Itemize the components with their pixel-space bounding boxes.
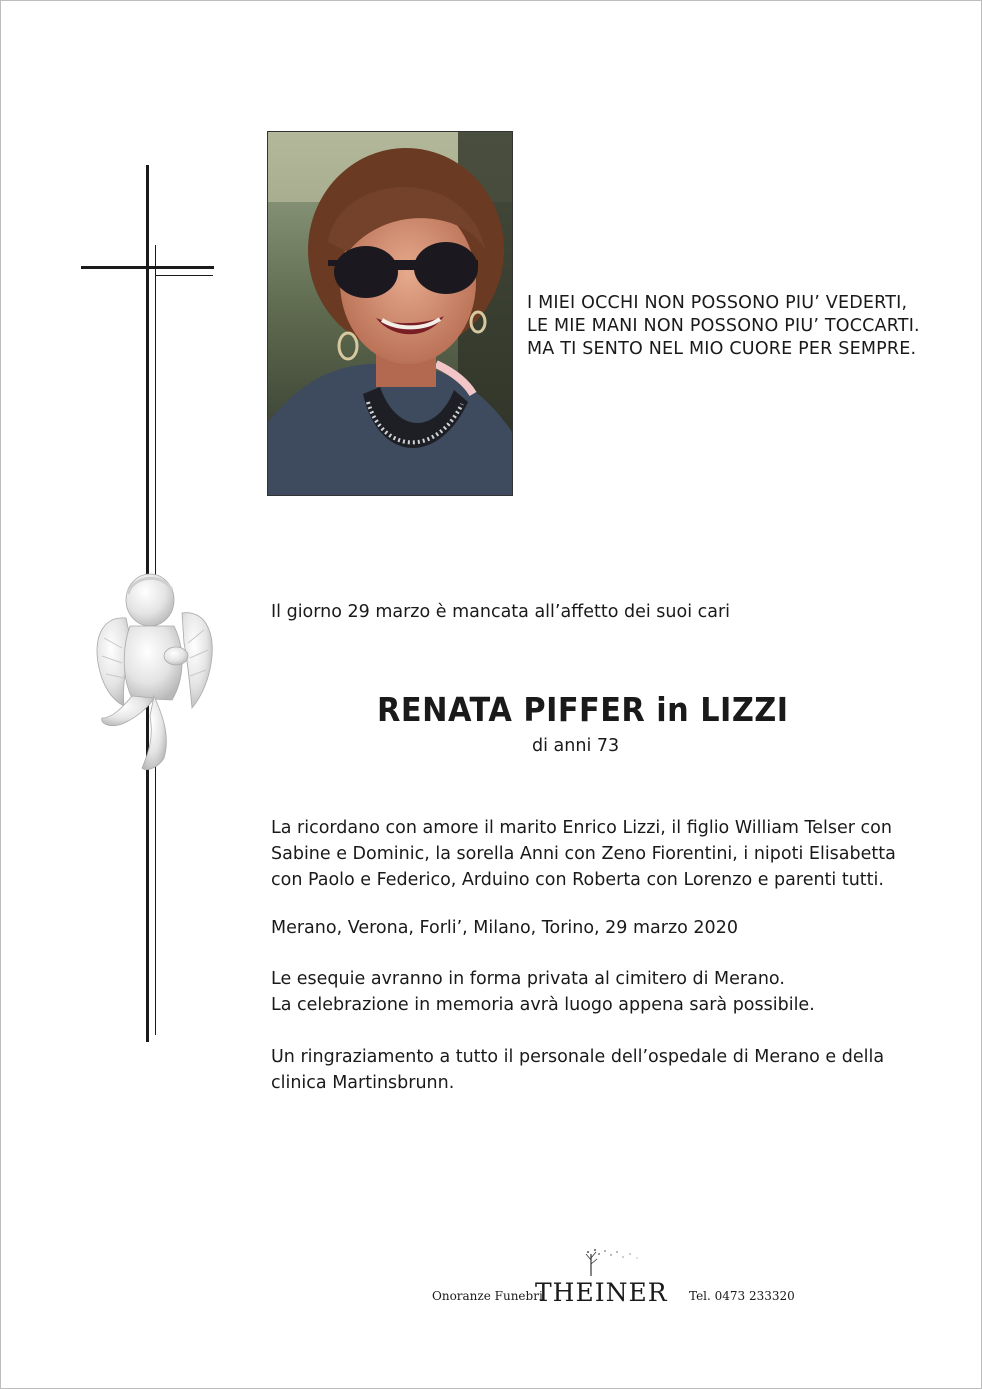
quote-line: I MIEI OCCHI NON POSSONO PIU’ VEDERTI, — [527, 293, 908, 313]
announcement-intro: Il giorno 29 marzo è mancata all’affetto dei suoi cari — [271, 602, 731, 622]
footer-phone: Tel. 0473 233320 — [689, 1289, 795, 1303]
family-paragraph — [271, 815, 896, 893]
funeral-paragraph — [271, 966, 815, 1018]
text-line: La celebrazione in memoria avrà luogo appena sarà possibile. — [271, 995, 815, 1015]
cross-horizontal-bar — [81, 266, 214, 269]
text-line: con Paolo e Federico, Arduino con Roberta con Lorenzo e parenti tutti. — [271, 870, 884, 890]
place-date-paragraph — [271, 915, 738, 941]
footer-label: Onoranze Funebri — [432, 1289, 543, 1303]
quote-line: LE MIE MANI NON POSSONO PIU’ TOCCARTI. — [527, 316, 920, 336]
angel-figurine-icon — [92, 568, 217, 780]
memorial-quote — [527, 292, 947, 361]
text-line: La ricordano con amore il marito Enrico Lizzi, il figlio William Telser con — [271, 818, 892, 838]
cross-horizontal-line — [155, 275, 213, 276]
footer-brand: THEINER — [535, 1278, 668, 1307]
text-line: Le esequie avranno in forma privata al cimitero di Merano. — [271, 969, 785, 989]
text-line: Sabine e Dominic, la sorella Anni con Zeno Fiorentini, i nipoti Elisabetta — [271, 844, 896, 864]
text-line: Merano, Verona, Forli’, Milano, Torino, 29 marzo 2020 — [271, 918, 738, 938]
deceased-age: di anni 73 — [532, 736, 620, 756]
thanks-paragraph — [271, 1044, 884, 1096]
funeral-home-footer — [432, 1272, 812, 1312]
quote-line: MA TI SENTO NEL MIO CUORE PER SEMPRE. — [527, 339, 917, 359]
text-line: Un ringraziamento a tutto il personale dell’ospedale di Merano e della — [271, 1047, 885, 1067]
tree-logo-icon — [585, 1248, 645, 1278]
portrait-photo — [267, 131, 513, 496]
deceased-name: RENATA PIFFER in LIZZI — [377, 690, 789, 729]
text-line: clinica Martinsbrunn. — [271, 1073, 455, 1093]
